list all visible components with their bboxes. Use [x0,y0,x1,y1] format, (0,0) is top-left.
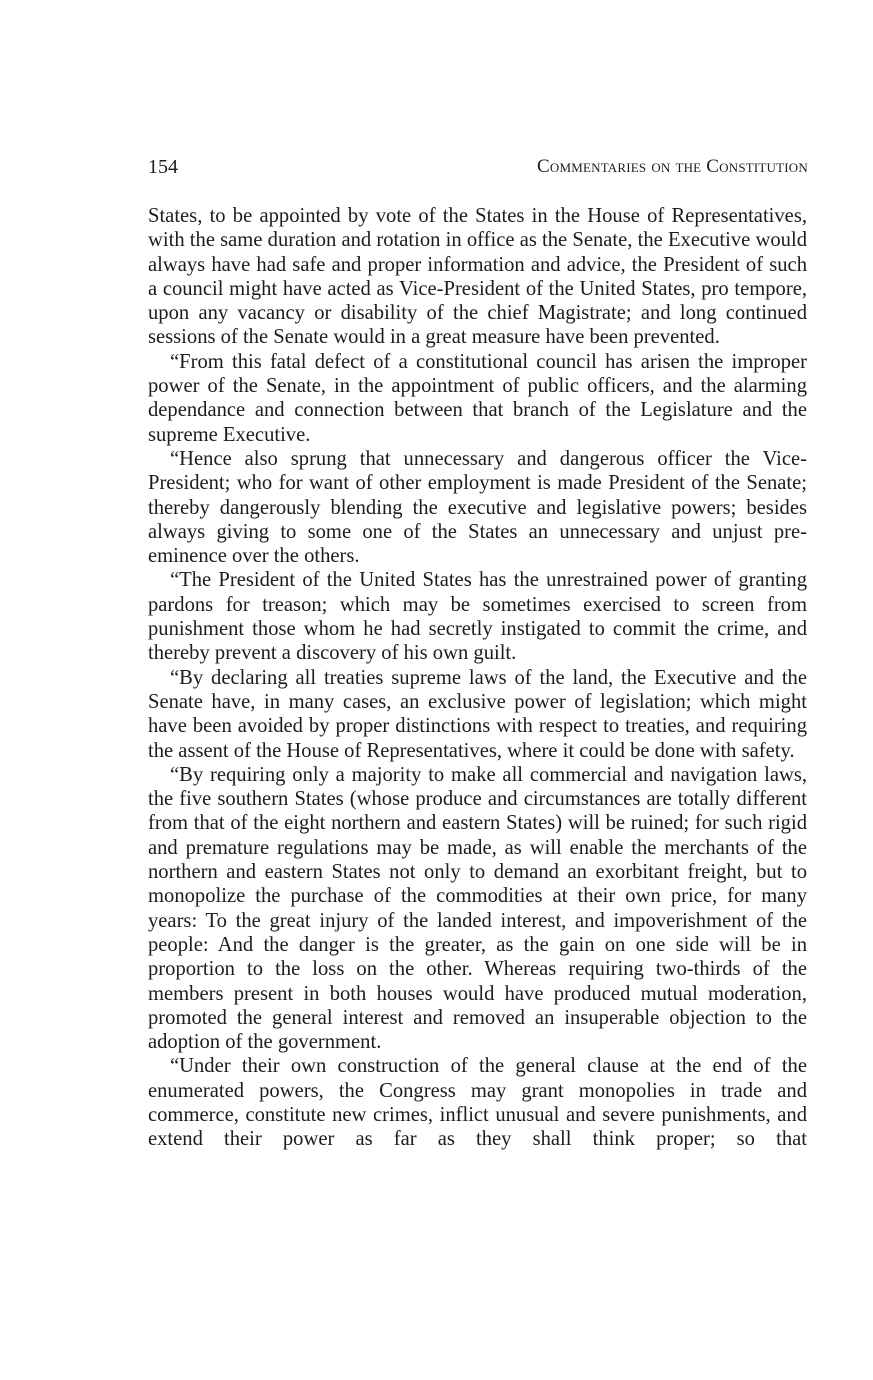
paragraph-commercial-laws: “By requiring only a majority to make all commercial and navigation laws, the five southern States (whose produce and circumstances are totally different from that of the eight northern and eastern States) will be ruined; for such rigid and premature regulations may be made, as will enable the merchants of the northern and eastern States not only to demand an exorbitant freight, but to monopolize the purchase of the commodities at their own price, for many years: To the great injury of the landed interest, and impoverishment of the people: And the danger is the greater, as the gain on one side will be in proportion to the loss on the other. Whereas requiring two-thirds of the members present in both houses would have produced mutual moderation, promoted the general interest and removed an insuperable objection to the adoption of the government. [148,763,807,1054]
paragraph-vice-president: “Hence also sprung that unnecessary and dangerous officer the Vice-President; who for want of other employment is made President of the Senate; thereby dangerously blending the executive and legislative powers; besides always giving to some one of the States an unnecessary and unjust pre-eminence over the others. [148,447,807,568]
running-head-title: Commentaries on the Constitution [537,156,808,177]
paragraph-continuation: States, to be appointed by vote of the States in the House of Representatives, with the same duration and rotation in office as the Senate, the Executive would always have had safe and proper information and advice, the President of such a council might have acted as Vice-President of the United States, pro tempore, upon any vacancy or disability of the chief Magistrate; and long continued sessions of the Senate would in a great measure have been prevented. [148,205,807,349]
running-head [148,152,808,182]
paragraph-pardons: “The President of the United States has the unrestrained power of granting pardons for treason; which may be sometimes exercised to screen from punishment those whom he had secretly instigated to commit the crime, and thereby prevent a discovery of his own guilt. [148,569,807,665]
paragraph-general-clause: “Under their own construction of the general clause at the end of the enumerated powers, the Congress may grant monopolies in trade and commerce, constitute new crimes, inflict unusual and severe punishments, and extend their power as far as they shall think proper; so that [148,1055,807,1151]
body-text [148,204,807,1152]
paragraph-treaties: “By declaring all treaties supreme laws of the land, the Executive and the Senate have, in many cases, an exclusive power of legislation; which might have been avoided by proper distinctions with respect to treaties, and requiring the assent of the House of Representatives, where it could be done with safety. [148,666,807,762]
page-number: 154 [148,156,178,178]
paragraph-constitutional-council: “From this fatal defect of a constitutional council has arisen the improper power of the Senate, in the appointment of public officers, and the alarming dependance and connection between that branch of the Legislature and the supreme Executive. [148,350,807,446]
